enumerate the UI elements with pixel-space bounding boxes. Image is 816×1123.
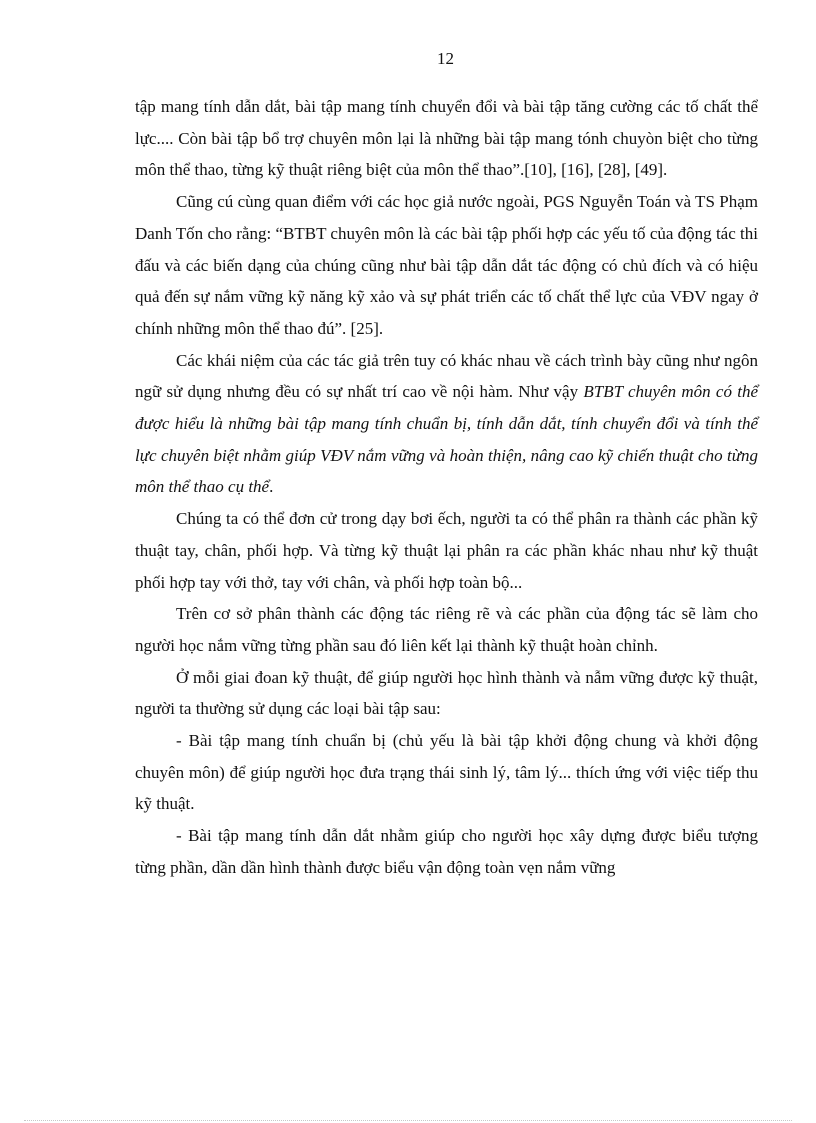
italic-definition: BTBT chuyên môn có thể được hiểu là những bài tập mang tính chuẩn bị, tính dẫn dắt, tính chuyển đổi và tính thể lực chuyên biệt nhằm giúp VĐV nắm vững và hoàn thiện, nâng cao kỹ chiến thuật cho từng môn thể thao cụ thể bbox=[135, 382, 758, 497]
paragraph: tập mang tính dẫn dắt, bài tập mang tính chuyển đổi và bài tập tăng cường các tố chất thể lực.... Còn bài tập bổ trợ chuyên môn lại là những bài tập mang tónh chuyòn biệt cho từng môn thể thao, từng kỹ thuật riêng biệt của môn thể thao”.[10], [16], [28], [49]. bbox=[135, 97, 758, 180]
page-bottom-divider bbox=[24, 1120, 792, 1121]
paragraph: Ở mỗi giai đoan kỹ thuật, để giúp người học hình thành và nẫm vững được kỹ thuật, người ta thường sử dụng các loại bài tập sau: bbox=[135, 667, 758, 719]
page-header bbox=[0, 49, 816, 71]
paragraph-definition bbox=[135, 345, 758, 504]
list-item: - Bài tập mang tính chuẩn bị (chủ yếu là bài tập khởi động chung và khởi động chuyên môn) để giúp người học đưa trạng thái sinh lý, tâm lý... thích ứng với việc tiếp thu kỹ thuật. bbox=[135, 731, 758, 814]
paragraph: Trên cơ sở phân thành các động tác riêng rẽ và các phần của động tác sẽ làm cho người học nắm vững từng phần sau đó liên kết lại thành kỹ thuật hoàn chỉnh. bbox=[135, 604, 758, 655]
document-body bbox=[135, 91, 758, 884]
paragraph: Cũng cú cùng quan điểm với các học giả nước ngoài, PGS Nguyễn Toán và TS Phạm Danh Tốn cho rằng: “BTBT chuyên môn là các bài tập phối hợp các yếu tố của động tác thi đấu và các biến dạng của chúng cũng như bài tập dẫn dắt tác động có chủ đích và có hiệu quả đến sự nắm vững kỹ năng kỹ xảo và sự phát triển các tố chất thể lực của VĐV ngay ở chính những môn thể thao đú”. [25]. bbox=[135, 192, 758, 338]
paragraph-text: Các khái niệm của các tác giả trên tuy có khác nhau về cách trình bày cũng như ngôn ngữ sử dụng nhưng đều có sự nhất trí cao về nội hàm. Như vậy bbox=[135, 350, 758, 402]
paragraph: Chúng ta có thể đơn cử trong dạy bơi ếch, người ta có thể phân ra thành các phần kỹ thuật tay, chân, phối hợp. Và từng kỹ thuật lại phân ra các phần khác nhau như kỹ thuật phối hợp tay với thở, tay với chân, và phối hợp toàn bộ... bbox=[135, 509, 758, 592]
list-item: - Bài tập mang tính dẫn dắt nhằm giúp cho người học xây dựng được biểu tượng từng phần, dần dần hình thành được biểu vận động toàn vẹn nắm vững bbox=[135, 826, 758, 877]
paragraph-end: . bbox=[269, 477, 274, 497]
page-number: 12 bbox=[437, 49, 454, 68]
